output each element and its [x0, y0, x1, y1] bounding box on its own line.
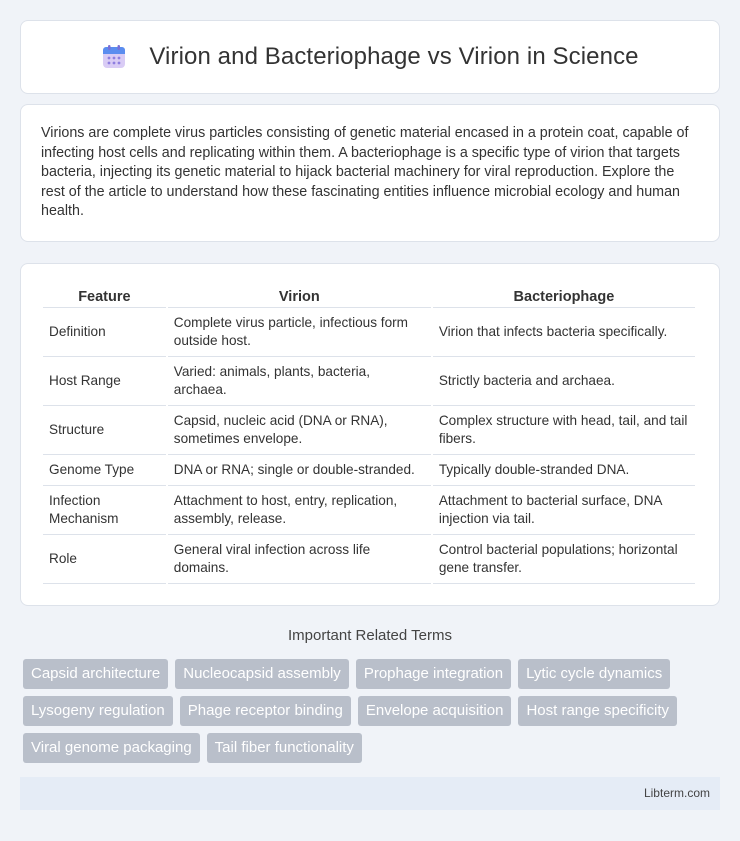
related-term-tag[interactable]: Nucleocapsid assembly [175, 659, 349, 689]
table-cell-feature: Definition [43, 308, 166, 357]
related-term-tag[interactable]: Lysogeny regulation [23, 696, 173, 726]
table-row [43, 486, 695, 535]
table-row [43, 308, 695, 357]
table-cell-feature: Infection Mechanism [43, 486, 166, 535]
page-title: Virion and Bacteriophage vs Virion in Science [149, 43, 639, 70]
table-cell-bacteriophage: Virion that infects bacteria specifically. [433, 308, 695, 357]
related-term-tag[interactable]: Phage receptor binding [180, 696, 351, 726]
table-row [43, 406, 695, 455]
related-term-tag[interactable]: Tail fiber functionality [207, 733, 362, 763]
table-cell-virion: Complete virus particle, infectious form outside host. [168, 308, 431, 357]
table-cell-virion: Attachment to host, entry, replication, assembly, release. [168, 486, 431, 535]
intro-paragraph: Virions are complete virus particles consisting of genetic material encased in a protein coat, capable of infecting host cells and replicating within them. A bacteriophage is a specific type of virion that targets bacteria, injecting its genetic material to hijack bacterial machinery for viral reproduction. Explore the rest of the article to understand how these fascinating entities influence microbial ecology and human health. [41, 125, 689, 219]
related-terms-list [23, 659, 723, 763]
related-term-tag[interactable]: Envelope acquisition [358, 696, 512, 726]
table-cell-feature: Genome Type [43, 455, 166, 486]
related-term-tag[interactable]: Host range specificity [518, 696, 677, 726]
table-cell-bacteriophage: Strictly bacteria and archaea. [433, 357, 695, 406]
table-cell-virion: DNA or RNA; single or double-stranded. [168, 455, 431, 486]
related-term-tag[interactable]: Prophage integration [356, 659, 511, 689]
footer [20, 777, 720, 810]
related-term-tag[interactable]: Lytic cycle dynamics [518, 659, 670, 689]
table-row [43, 357, 695, 406]
header-card [20, 20, 720, 94]
column-header-feature: Feature [43, 284, 166, 308]
table-cell-bacteriophage: Complex structure with head, tail, and tail fibers. [433, 406, 695, 455]
calendar-icon [101, 44, 127, 70]
header-inner [101, 43, 638, 71]
table-cell-feature: Structure [43, 406, 166, 455]
table-row [43, 455, 695, 486]
table-cell-feature: Role [43, 535, 166, 584]
table-cell-virion: Varied: animals, plants, bacteria, archaea. [168, 357, 431, 406]
table-cell-bacteriophage: Control bacterial populations; horizontal gene transfer. [433, 535, 695, 584]
table-row [43, 535, 695, 584]
related-terms-title: Important Related Terms [288, 627, 452, 644]
table-header-row [43, 284, 695, 308]
column-header-bacteriophage: Bacteriophage [433, 284, 695, 308]
related-term-tag[interactable]: Capsid architecture [23, 659, 168, 689]
column-header-virion: Virion [168, 284, 431, 308]
intro-card [20, 104, 720, 242]
table-cell-bacteriophage: Typically double-stranded DNA. [433, 455, 695, 486]
footer-site-link[interactable]: Libterm.com [643, 786, 710, 800]
comparison-table-card [20, 263, 720, 606]
table-cell-bacteriophage: Attachment to bacterial surface, DNA injection via tail. [433, 486, 695, 535]
table-cell-virion: General viral infection across life domains. [168, 535, 431, 584]
related-term-tag[interactable]: Viral genome packaging [23, 733, 200, 763]
comparison-table [41, 284, 697, 584]
table-cell-virion: Capsid, nucleic acid (DNA or RNA), sometimes envelope. [168, 406, 431, 455]
table-cell-feature: Host Range [43, 357, 166, 406]
